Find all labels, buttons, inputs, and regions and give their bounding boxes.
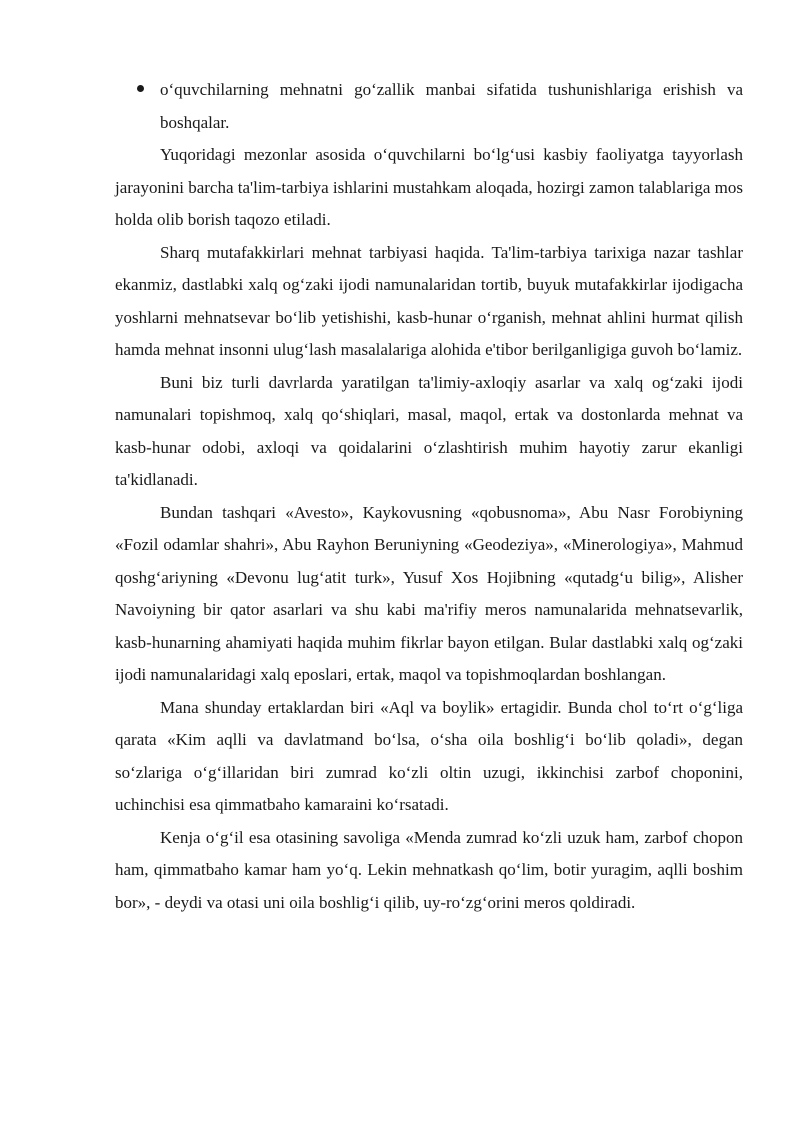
paragraph-criteria: Yuqoridagi mezonlar asosida o‘quvchilarni bo‘lg‘usi kasbiy faoliyatga tayyorlash jarayonini barcha ta'lim-tarbiya ishlarini mustahkam aloqada, hozirgi zamon talablariga mos holda olib borish taqozo etiladi. <box>115 145 743 229</box>
bullet-list-item <box>115 74 743 139</box>
paragraph-youngest-son: Kenja o‘g‘il esa otasining savoliga «Menda zumrad ko‘zli uzuk ham, zarbof chopon ham, qimmatbaho kamar ham yo‘q. Lekin mehnatkash qo‘lim, botir yuragim, aqlli boshim bor», - deydi va otasi uni oila boshlig‘i qilib, uy-ro‘zg‘orini meros qoldiradi. <box>115 827 743 912</box>
paragraph-eastern-thinkers: Sharq mutafakkirlari mehnat tarbiyasi haqida. Ta'lim-tarbiya tarixiga nazar tashlar ekanmiz, dastlabki xalq og‘zaki ijodi namunalaridan tortib, buyuk mutafakkirlar ijodigacha yoshlarni mehnatsevar bo‘lib yetishishi, kasb-hunar o‘rganish, mehnat ahlini hurmat qilish hamda mehnat insonni ulug‘lash masalalariga alohida e'tibor berilganligiga guvoh bo‘lamiz. <box>115 242 743 359</box>
bullet-text: o‘quvchilarning mehnatni go‘zallik manbai sifatida tushunishlariga erishish va boshqalar. <box>160 80 743 132</box>
paragraph-folklore: Buni biz turli davrlarda yaratilgan ta'limiy-axloqiy asarlar va xalq og‘zaki ijodi namunalari topishmoq, xalq qo‘shiqlari, masal, maqol, ertak va dostonlarda mehnat va kasb-hunar odobi, axloqi va qoidalarini o‘zlashtirish muhim hayotiy zarur ekanligi ta'kidlanadi. <box>115 372 743 489</box>
paragraph-tale: Mana shunday ertaklardan biri «Aql va boylik» ertagidir. Bunda chol to‘rt o‘g‘liga qarata «Kim aqlli va davlatmand bo‘lsa, o‘sha oila boshlig‘i bo‘lib qoladi», degan so‘zlariga o‘g‘illaridan biri zumrad ko‘zli oltin uzugi, ikkinchisi zarbof choponini, uchinchisi esa qimmatbaho kamaraini ko‘rsatadi. <box>115 697 743 814</box>
paragraph-literary-heritage: Bundan tashqari «Avesto», Kaykovusning «qobusnoma», Abu Nasr Forobiyning «Fozil odamlar shahri», Abu Rayhon Beruniyning «Geodeziya», «Minerologiya», Mahmud qoshg‘ariyning «Devonu lug‘atit turk», Yusuf Xos Hojibning «qutadg‘u bilig», Alisher Navoiyning bir qator asarlari va shu kabi ma'rifiy meros namunalarida mehnatsevarlik, kasb-hunarning ahamiyati haqida muhim fikrlar bayon etilgan. Bular dastlabki xalq og‘zaki ijodi namunalaridagi xalq eposlari, ertak, maqol va topishmoqlardan boshlangan. <box>115 502 743 684</box>
bullet-icon <box>137 85 144 92</box>
document-page <box>115 74 743 919</box>
